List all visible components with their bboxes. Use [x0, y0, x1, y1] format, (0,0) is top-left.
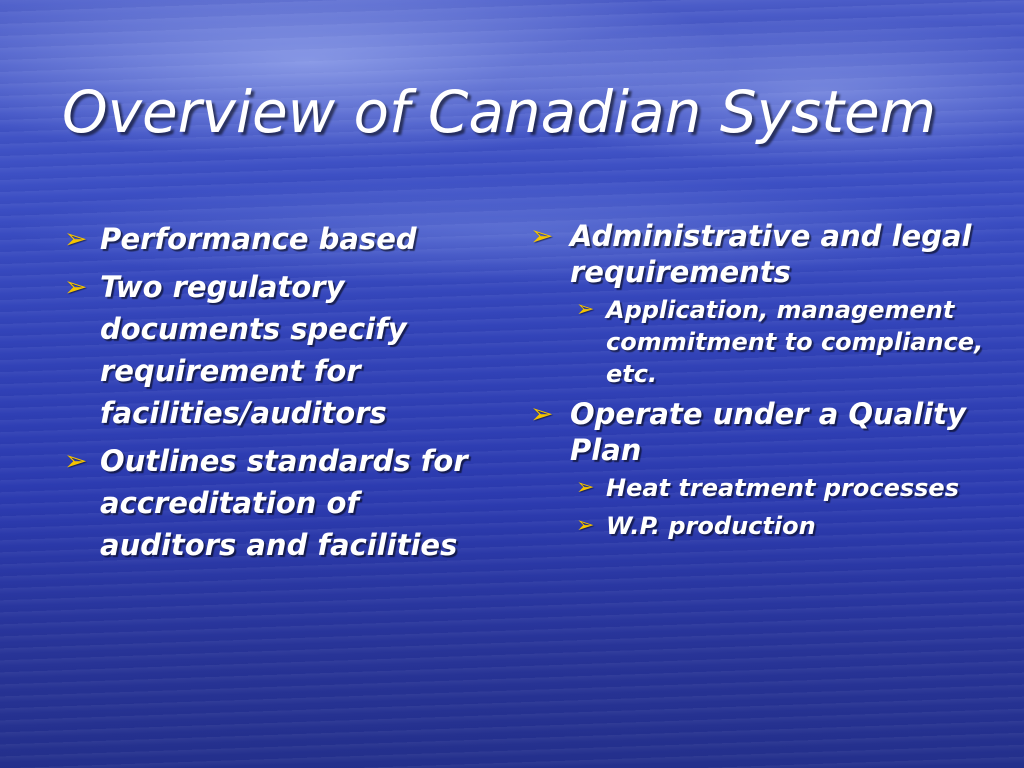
arrow-bullet-icon: ➢: [64, 444, 88, 477]
right-bullet-list: [530, 218, 1000, 542]
left-bullet-list: [64, 218, 504, 566]
arrow-bullet-icon: ➢: [576, 297, 595, 322]
arrow-bullet-icon: ➢: [576, 513, 595, 538]
bullet-item: [64, 440, 504, 566]
bullet-text: Performance based: [100, 222, 417, 256]
sub-bullet-list: [530, 472, 1000, 542]
slide-title: Overview of Canadian System: [62, 78, 937, 146]
sub-bullet-text: W.P. production: [606, 512, 816, 540]
bullet-text: Administrative and legal requirements: [570, 219, 972, 289]
bullet-item: [64, 218, 504, 260]
sub-bullet-text: Application, management commitment to compliance, etc.: [606, 296, 984, 388]
bullet-item: [64, 266, 504, 434]
arrow-bullet-icon: ➢: [530, 219, 554, 252]
right-column: [530, 218, 1000, 548]
sub-bullet-item: [576, 510, 1000, 542]
sub-bullet-group: [530, 472, 1000, 542]
sub-bullet-item: [576, 472, 1000, 504]
arrow-bullet-icon: ➢: [530, 397, 554, 430]
bullet-text: Outlines standards for accreditation of auditors and facilities: [100, 444, 468, 562]
arrow-bullet-icon: ➢: [64, 222, 88, 255]
bullet-text: Operate under a Quality Plan: [570, 397, 966, 467]
sub-bullet-text: Heat treatment processes: [606, 474, 959, 502]
bullet-item: [530, 396, 1000, 468]
arrow-bullet-icon: ➢: [64, 270, 88, 303]
sub-bullet-list: [530, 294, 1000, 390]
arrow-bullet-icon: ➢: [576, 475, 595, 500]
bullet-text: Two regulatory documents specify requirement for facilities/auditors: [100, 270, 407, 430]
sub-bullet-group: [530, 294, 1000, 390]
sub-bullet-item: [576, 294, 1000, 390]
left-column: [64, 218, 504, 572]
bullet-item: [530, 218, 1000, 290]
